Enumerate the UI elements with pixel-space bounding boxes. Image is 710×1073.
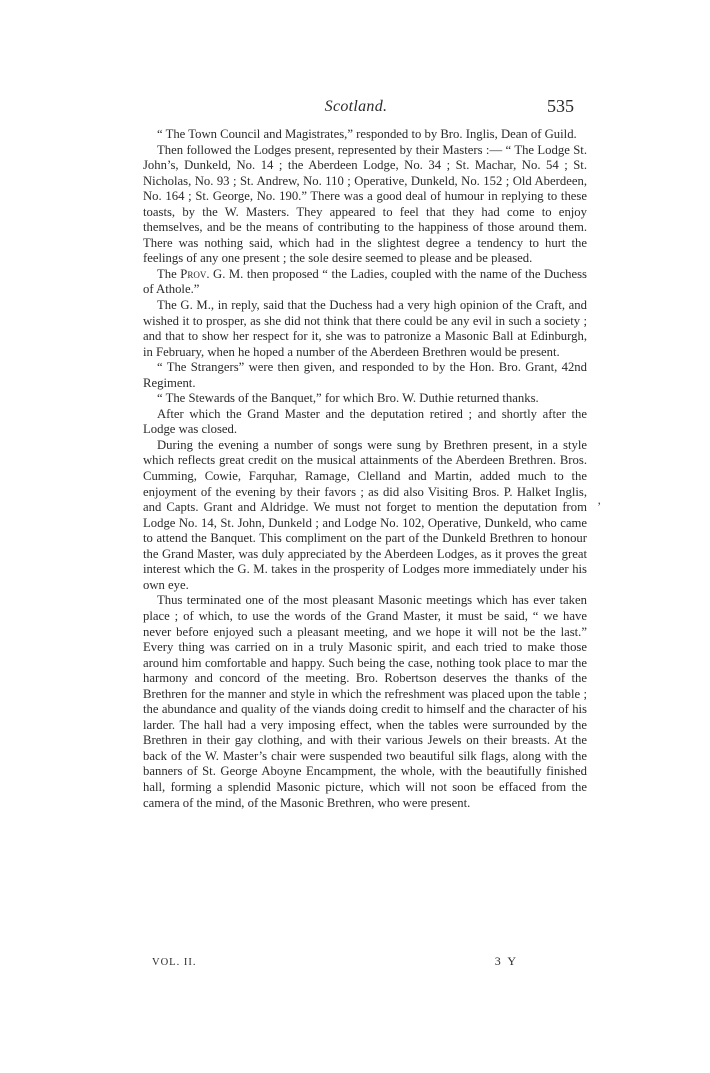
paragraph-retired xyxy=(143,407,587,438)
paragraph-text: Then followed the Lodges present, represented by their Masters :— “ The Lodge St. John’s, Dunkeld, No. 14 ; the Aberdeen Lodge, No. 34 ; St. Machar, No. 54 ; St. Nicholas, No. 93 ; St. Andrew, No. 110 ; Operative, Dunkeld, No. 152 ; Old Aberdeen, No. 164 ; St. George, No. 190.” There was a good deal of humour in replying to these toasts, by the W. Masters. They appeared to feel that they had come to enjoy themselves, and be the means of contributing to the happiness of those around them. There was nothing said, which had in the slightest degree a tendency to hurt the feelings of any one present ; the sole desire seemed to please and be pleased. xyxy=(143,142,587,266)
paragraph-text: The G. M., in reply, said that the Duchess had a very high opinion of the Craft, and wished it to prosper, as she did not think that there could be any evil in such a society ; and that to show her respect for it, she was to patronize a Masonic Ball at Edinburgh, in February, when he hoped a number of the Aberdeen Brethren would be present. xyxy=(143,298,587,359)
paragraph-text: Thus terminated one of the most pleasant Masonic meetings which has ever taken place ; of which, to use the words of the Grand Master, it must be said, “ we have never before enjoyed such a pleasant meeting, and we hope it will not be the last.” Every thing was carried on in a truly Masonic spirit, and each tried to make those around him comfortable and happy. Such being the case, nothing took place to mar the harmony and concord of the meeting. Bro. Robertson deserves the thanks of the Brethren for the manner and style in which the refreshment was placed upon the table ; the abundance and quality of the viands doing credit to himself and the character of his larder. The hall had a very imposing effect, when the tables were surrounded by the Brethren in their gay clothing, and with their various Jewels on their breasts. At the back of the W. Master’s chair were suspended two beautiful silk flags, along with the banners of St. George Aboyne Encampment, the whole, with the beautifully finished hall, forming a splendid Masonic picture, which will not soon be effaced from the camera of the mind, of the Masonic Brethren, who were present. xyxy=(143,593,587,810)
paragraph-stewards xyxy=(143,391,587,407)
volume-label: VOL. II. xyxy=(152,957,197,968)
paragraph-text: After which the Grand Master and the deputation retired ; and shortly after the Lodge was closed. xyxy=(143,406,587,437)
paragraph-text: “ The Stewards of the Banquet,” for which Bro. W. Duthie returned thanks. xyxy=(157,391,539,406)
paragraph-text: During the evening a number of songs were sung by Brethren present, in a style which reflects great credit on the musical attainments of the Aberdeen Brethren. Bros. Cumming, Cowie, Farquhar, Ramage, Clelland and Martin, added much to the enjoyment of the evening by their favors ; as did also Visiting Bros. P. Halket Inglis, and Capts. Grant and Aldridge. We must not forget to mention the deputation from Lodge No. 14, St. John, Dunkeld ; and Lodge No. 102, Operative, Dunkeld, who came to attend the Banquet. This compliment on the part of the Dunkeld Brethren to honour the Grand Master, was duly appreciated by the Aberdeen Lodges, as it proves the great interest which the G. M. takes in the prosperity of Lodges more immediately under his own eye. xyxy=(143,437,587,592)
page-footer xyxy=(152,954,518,970)
paragraph-lodges-present xyxy=(143,143,587,267)
paragraph-songs xyxy=(143,438,587,593)
margin-mark: ‚ xyxy=(597,492,602,507)
paragraph-town-council xyxy=(143,127,587,143)
paragraph-text: “ The Town Council and Magistrates,” responded to by Bro. Inglis, Dean of Guild. xyxy=(157,127,577,141)
page-number: 535 xyxy=(547,96,574,116)
body-text xyxy=(143,127,587,811)
page-header xyxy=(138,98,574,120)
paragraph-lead: The xyxy=(157,266,181,281)
paragraph-text: G. M. then proposed “ the Ladies, coupled with the name of the Duchess of Athole.” xyxy=(143,266,587,297)
signature-mark: 3 Y xyxy=(494,954,518,968)
paragraph-strangers xyxy=(143,360,587,391)
paragraph-ladies-toast xyxy=(143,267,587,298)
paragraph-text: “ The Strangers” were then given, and responded to by the Hon. Bro. Grant, 42nd Regiment. xyxy=(143,360,587,390)
paragraph-gm-reply xyxy=(143,298,587,360)
smallcaps-title: Prov. xyxy=(180,266,210,281)
running-head: Scotland. xyxy=(324,98,388,115)
paragraph-conclusion xyxy=(143,593,587,811)
